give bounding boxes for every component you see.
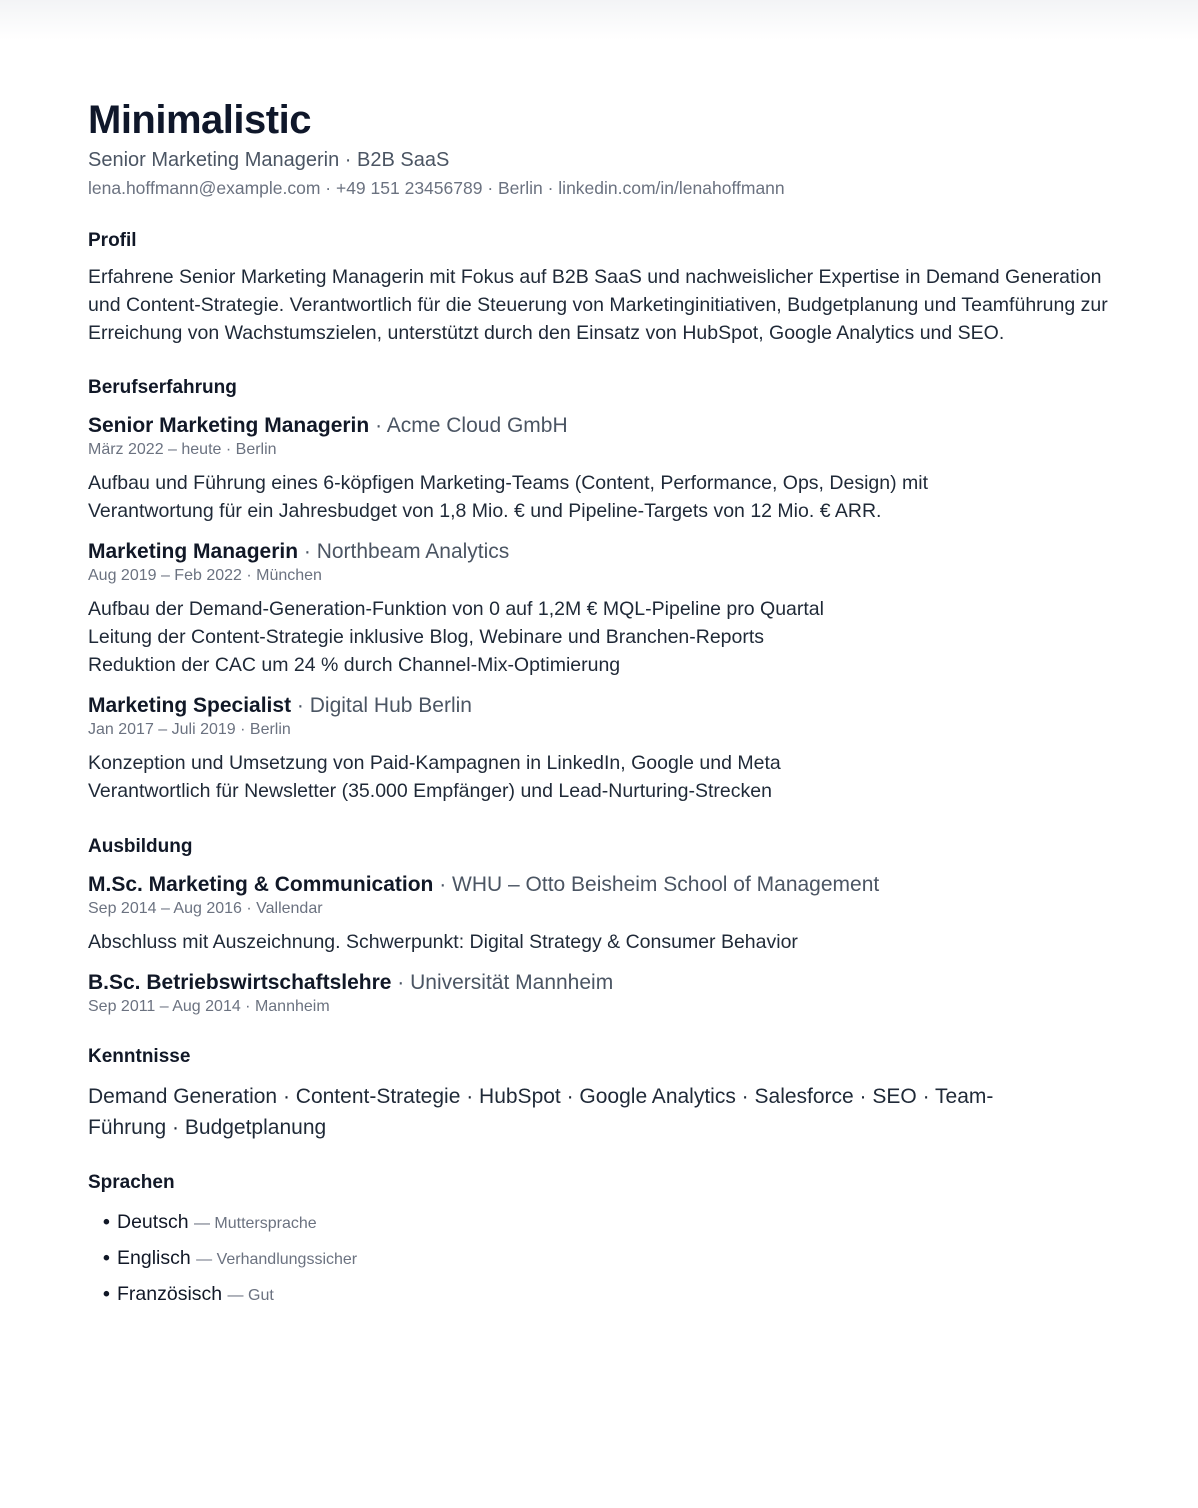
language-level: — Verhandlungssicher (196, 1251, 358, 1268)
entry-description (88, 595, 1118, 679)
language-item (103, 1205, 1118, 1241)
entry-meta: Sep 2011 – Aug 2014 · Mannheim (88, 998, 330, 1015)
profile-text: Erfahrene Senior Marketing Managerin mit Fokus auf B2B SaaS und nachweislicher Expertise in Demand Generation und Content-Strategie. Verantwortlich für die Steuerung von Marketinginitiativen, Budgetplanung und Teamführung zur Erreichung von Wachstumszielen, unterstützt durch den Einsatz von HubSpot, Google Analytics und SEO. (88, 266, 1108, 344)
entry-line: Verantwortung für ein Jahresbudget von 1,8 Mio. € und Pipeline-Targets von 12 Mio. € ARR. (88, 500, 882, 522)
entry-heading (88, 413, 1118, 439)
language-level: — Gut (227, 1287, 274, 1304)
skills-list: Demand Generation · Content-Strategie · HubSpot · Google Analytics · Salesforce · SEO · Team-Führung · Budgetplanung (88, 1085, 994, 1139)
language-name: Englisch (117, 1247, 191, 1269)
resume-subtitle: Senior Marketing Managerin · B2B SaaS (88, 149, 450, 171)
entry-heading (88, 693, 1118, 719)
entry-line: Konzeption und Umsetzung von Paid-Kampagnen in LinkedIn, Google und Meta (88, 752, 781, 774)
entry-role: Marketing Managerin (88, 540, 299, 563)
contact-line: lena.hoffmann@example.com · +49 151 23456789 · Berlin · linkedin.com/in/lenahoffmann (88, 178, 785, 198)
entry-org: · Northbeam Analytics (298, 540, 510, 563)
language-item (103, 1241, 1118, 1277)
entry-description (88, 928, 1118, 956)
entry-meta: Jan 2017 – Juli 2019 · Berlin (88, 721, 291, 738)
entry-degree: B.Sc. Betriebswirtschaftslehre (88, 971, 392, 994)
language-level: — Muttersprache (193, 1215, 317, 1232)
entry-school: · WHU – Otto Beisheim School of Management (433, 873, 880, 896)
section-title-education: Ausbildung (88, 836, 193, 857)
section-title-languages: Sprachen (88, 1172, 175, 1193)
experience-entry (88, 539, 1118, 679)
entry-meta: Sep 2014 – Aug 2016 · Vallendar (88, 900, 323, 917)
entry-heading (88, 872, 1118, 898)
entry-heading (88, 539, 1118, 565)
entry-line: Abschluss mit Auszeichnung. Schwerpunkt: Digital Strategy & Consumer Behavior (88, 931, 798, 953)
entry-line: Leitung der Content-Strategie inklusive Blog, Webinare und Branchen-Reports (88, 626, 765, 648)
bullet-icon: • (103, 1283, 110, 1305)
entry-meta: März 2022 – heute · Berlin (88, 441, 277, 458)
entry-org: · Acme Cloud GmbH (369, 414, 568, 437)
entry-org: · Digital Hub Berlin (291, 694, 472, 717)
language-name: Deutsch (117, 1211, 189, 1233)
languages-list (103, 1205, 1118, 1313)
entry-heading (88, 970, 1118, 996)
education-entry (88, 970, 1118, 1017)
entry-line: Aufbau und Führung eines 6-köpfigen Marketing-Teams (Content, Performance, Ops, Design) mit (88, 472, 928, 494)
entry-meta: Aug 2019 – Feb 2022 · München (88, 567, 322, 584)
entry-school: · Universität Mannheim (391, 971, 614, 994)
resume-name: Minimalistic (88, 98, 311, 142)
experience-entry (88, 693, 1118, 805)
section-title-skills: Kenntnisse (88, 1046, 191, 1067)
entry-line: Reduktion der CAC um 24 % durch Channel-Mix-Optimierung (88, 654, 621, 676)
section-title-experience: Berufserfahrung (88, 377, 237, 398)
entry-description (88, 469, 1118, 525)
experience-entry (88, 413, 1118, 525)
resume-page (88, 96, 1118, 1313)
language-item (103, 1277, 1118, 1313)
education-entry (88, 872, 1118, 956)
language-name: Französisch (117, 1283, 223, 1305)
entry-line: Aufbau der Demand-Generation-Funktion von 0 auf 1,2M € MQL-Pipeline pro Quartal (88, 598, 824, 620)
bullet-icon: • (103, 1247, 110, 1269)
section-title-profil: Profil (88, 230, 137, 251)
entry-role: Senior Marketing Managerin (88, 414, 370, 437)
top-shadow (0, 0, 1198, 40)
entry-role: Marketing Specialist (88, 694, 292, 717)
entry-description (88, 749, 1118, 805)
bullet-icon: • (103, 1211, 110, 1233)
entry-line: Verantwortlich für Newsletter (35.000 Empfänger) und Lead-Nurturing-Strecken (88, 780, 772, 802)
entry-degree: M.Sc. Marketing & Communication (88, 873, 434, 896)
